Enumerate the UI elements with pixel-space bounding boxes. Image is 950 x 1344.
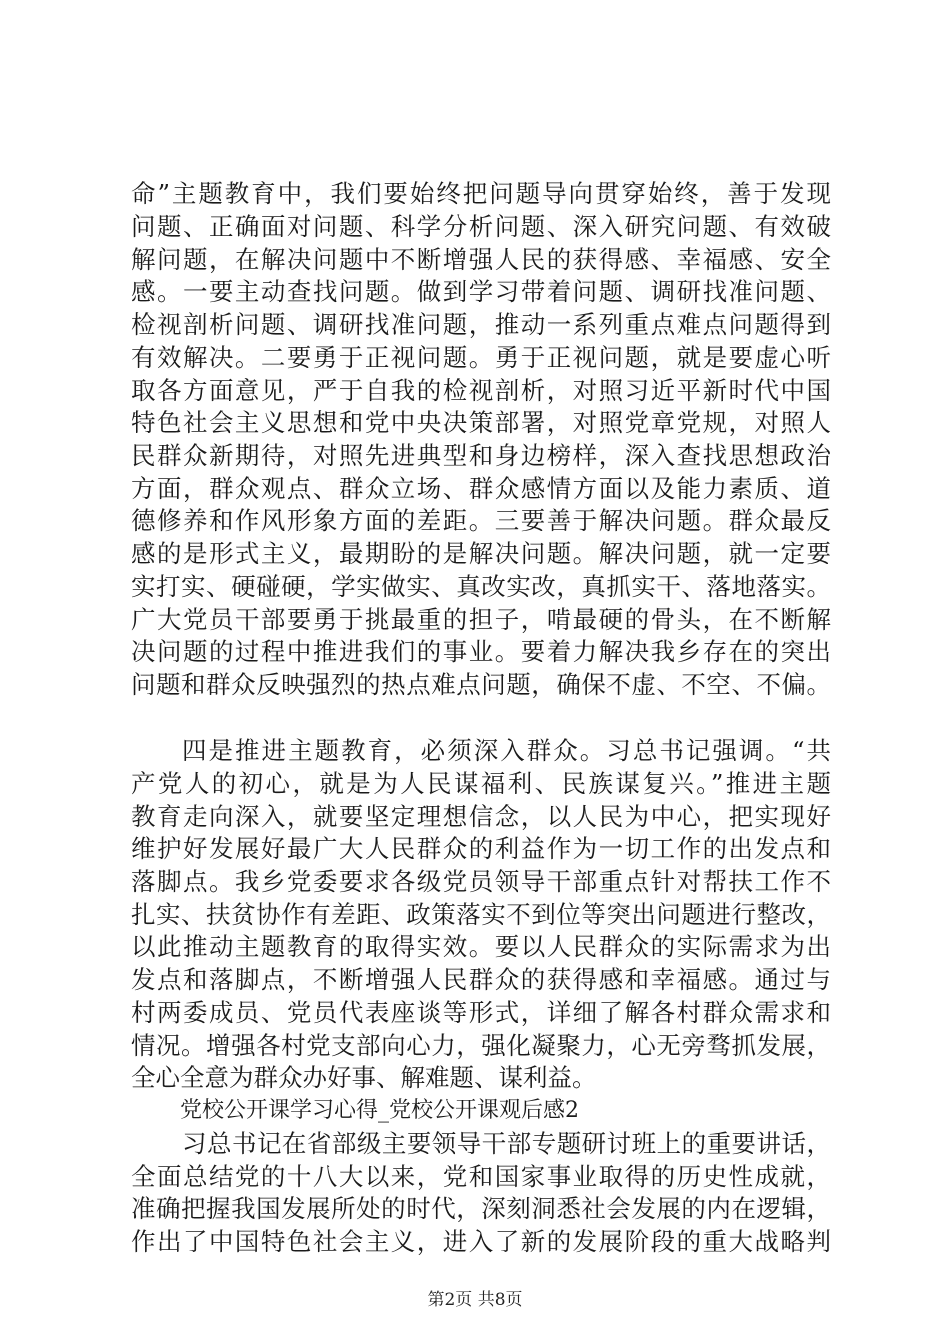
paragraph-line: 四是推进主题教育，必须深入群众。习总书记强调。“共 bbox=[182, 736, 831, 765]
paragraph-line: 命”主题教育中，我们要始终把问题导向贯穿始终，善于发现 bbox=[131, 179, 831, 208]
paragraph-line: 村两委成员、党员代表座谈等形式，详细了解各村群众需求和 bbox=[131, 998, 831, 1027]
paragraph-line: 作出了中国特色社会主义，进入了新的发展阶段的重大战略判 bbox=[131, 1227, 831, 1256]
paragraph-line: 全面总结党的十八大以来，党和国家事业取得的历史性成就， bbox=[131, 1162, 831, 1191]
paragraph-line: 发点和落脚点，不断增强人民群众的获得感和幸福感。通过与 bbox=[131, 965, 831, 994]
paragraph-line: 落脚点。我乡党委要求各级党员领导干部重点针对帮扶工作不 bbox=[131, 867, 831, 896]
paragraph-line: 教育走向深入，就要坚定理想信念，以人民为中心，把实现好 bbox=[131, 802, 831, 831]
paragraph-line: 民群众新期待，对照先进典型和身边榜样，深入查找思想政治 bbox=[131, 441, 831, 470]
paragraph-line: 取各方面意见，严于自我的检视剖析，对照习近平新时代中国 bbox=[131, 376, 831, 405]
paragraph-line: 感的是形式主义，最期盼的是解决问题。解决问题，就一定要 bbox=[131, 539, 831, 568]
paragraph-line: 感。一要主动查找问题。做到学习带着问题、调研找准问题、 bbox=[131, 277, 831, 306]
paragraph-line: 广大党员干部要勇于挑最重的担子，啃最硬的骨头，在不断解 bbox=[131, 605, 831, 634]
paragraph-line: 德修养和作风形象方面的差距。三要善于解决问题。群众最反 bbox=[131, 506, 831, 535]
paragraph-line: 解问题，在解决问题中不断增强人民的获得感、幸福感、安全 bbox=[131, 245, 831, 274]
paragraph-line: 情况。增强各村党支部向心力，强化凝聚力，心无旁骛抓发展， bbox=[131, 1031, 831, 1060]
paragraph-line: 方面，群众观点、群众立场、群众感情方面以及能力素质、道 bbox=[131, 474, 831, 503]
paragraph-line: 有效解决。二要勇于正视问题。勇于正视问题，就是要虚心听 bbox=[131, 343, 831, 372]
section-heading: 党校公开课学习心得_党校公开课观后感2 bbox=[180, 1098, 579, 1123]
paragraph-line: 决问题的过程中推进我们的事业。要着力解决我乡存在的突出 bbox=[131, 637, 831, 666]
paragraph-line: 特色社会主义思想和党中央决策部署，对照党章党规，对照人 bbox=[131, 408, 831, 437]
paragraph-line: 检视剖析问题、调研找准问题，推动一系列重点难点问题得到 bbox=[131, 310, 831, 339]
paragraph-line: 准确把握我国发展所处的时代，深刻洞悉社会发展的内在逻辑， bbox=[131, 1194, 831, 1223]
paragraph-line: 习总书记在省部级主要领导干部专题研讨班上的重要讲话， bbox=[182, 1129, 831, 1158]
paragraph-line: 扎实、扶贫协作有差距、政策落实不到位等突出问题进行整改， bbox=[131, 900, 831, 929]
page-footer: 第2页 共8页 bbox=[427, 1290, 523, 1310]
paragraph-line: 产党人的初心，就是为人民谋福利、民族谋复兴。”推进主题 bbox=[131, 769, 831, 798]
paragraph-line: 问题和群众反映强烈的热点难点问题，确保不虚、不空、不偏。 bbox=[131, 670, 831, 699]
paragraph-line: 全心全意为群众办好事、解难题、谋利益。 bbox=[131, 1063, 597, 1092]
paragraph-line: 问题、正确面对问题、科学分析问题、深入研究问题、有效破 bbox=[131, 212, 831, 241]
paragraph-line: 以此推动主题教育的取得实效。要以人民群众的实际需求为出 bbox=[131, 932, 831, 961]
paragraph-line: 维护好发展好最广大人民群众的利益作为一切工作的出发点和 bbox=[131, 834, 831, 863]
paragraph-line: 实打实、硬碰硬，学实做实、真改实改，真抓实干、落地落实。 bbox=[131, 572, 831, 601]
